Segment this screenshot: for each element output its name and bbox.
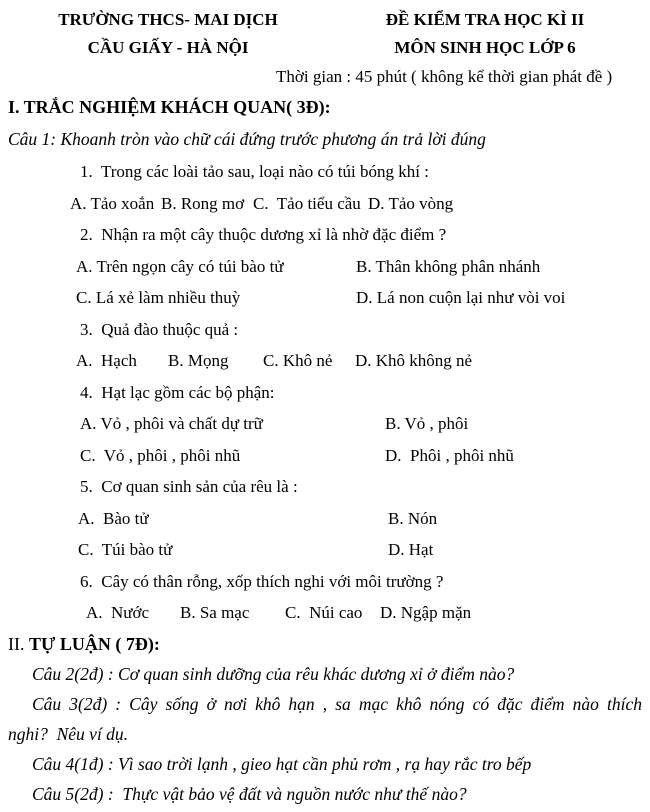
option-b: B. Mọng bbox=[168, 351, 229, 370]
option-b: B. Vỏ , phôi bbox=[385, 414, 469, 433]
option-c: C. Tảo tiểu cầu bbox=[253, 193, 361, 213]
option-a: A. Tảo xoắn bbox=[70, 193, 155, 213]
essay-question-5: Câu 5(2đ) : Thực vật bảo vệ đất và nguồn nước như thế nào? bbox=[32, 783, 467, 804]
question-4-options-row2 bbox=[8, 440, 642, 472]
essay-question-3-line1: Câu 3(2đ) : Cây sống ở nơi khô hạn , sa mạc khô nóng có đặc điểm nào thích bbox=[32, 693, 642, 714]
question-3-options bbox=[8, 345, 642, 377]
option-d: D. Tảo vòng bbox=[368, 193, 454, 213]
question-2-text: 2. Nhận ra một cây thuộc dương xỉ là nhờ đặc điểm ? bbox=[80, 225, 447, 244]
option-a: A. Hạch bbox=[76, 351, 137, 370]
option-a: A. Trên ngọn cây có túi bào tử bbox=[76, 256, 284, 276]
question-1-options bbox=[8, 188, 642, 220]
option-d: D. Ngập mặn bbox=[380, 603, 472, 622]
question-2-options-row1 bbox=[8, 251, 642, 283]
section2-title bbox=[8, 629, 642, 659]
section2-title-text: TỰ LUẬN ( 7Đ): bbox=[29, 633, 160, 654]
question-1-text: 1. Trong các loài tảo sau, loại nào có túi bóng khí : bbox=[80, 162, 429, 181]
essay-question-3-line2: nghi? Nêu ví dụ. bbox=[8, 723, 129, 744]
essay-question-4: Câu 4(1đ) : Vì sao trời lạnh , gieo hạt cần phủ rơm , rạ hay rắc tro bếp bbox=[32, 753, 532, 774]
exam-title-line1: ĐỀ KIỂM TRA HỌC KÌ II bbox=[385, 10, 585, 29]
question-4-text: 4. Hạt lạc gồm các bộ phận: bbox=[80, 382, 275, 402]
question-5-options-row2 bbox=[8, 534, 642, 566]
option-d: D. Lá non cuộn lại như vòi voi bbox=[356, 288, 566, 307]
question-5-options-row1 bbox=[8, 503, 642, 535]
exam-title-line2: MÔN SINH HỌC LỚP 6 bbox=[394, 38, 576, 57]
school-name-line2: CẦU GIẤY - HÀ NỘI bbox=[87, 38, 249, 57]
option-a: A. Vỏ , phôi và chất dự trữ bbox=[80, 414, 263, 433]
time-limit: Thời gian : 45 phút ( không kể thời gian phát đề ) bbox=[276, 67, 613, 86]
document-header bbox=[8, 6, 642, 34]
section2-numeral: II. bbox=[8, 633, 29, 654]
document-header-row2 bbox=[8, 34, 642, 62]
section1-title: I. TRẮC NGHIỆM KHÁCH QUAN( 3Đ): bbox=[8, 97, 331, 117]
question-2-options-row2 bbox=[8, 282, 642, 314]
option-b: B. Rong mơ bbox=[161, 193, 245, 213]
option-d: D. Hạt bbox=[388, 540, 434, 559]
school-name-line1: TRƯỜNG THCS- MAI DỊCH bbox=[58, 10, 278, 29]
option-c: C. Túi bào tử bbox=[78, 540, 173, 559]
question-3-text: 3. Quả đào thuộc quả : bbox=[80, 319, 239, 339]
option-c: C. Vỏ , phôi , phôi nhũ bbox=[80, 445, 241, 465]
option-b: B. Sa mạc bbox=[180, 603, 250, 622]
section1-instruction: Câu 1: Khoanh tròn vào chữ cái đứng trước phương án trả lời đúng bbox=[8, 129, 486, 149]
essay-question-2: Câu 2(2đ) : Cơ quan sinh dưỡng của rêu khác dương xỉ ở điểm nào? bbox=[32, 663, 515, 684]
option-d: D. Phôi , phôi nhũ bbox=[385, 445, 514, 465]
question-6-options bbox=[8, 597, 642, 629]
question-5-text: 5. Cơ quan sinh sản của rêu là : bbox=[80, 477, 298, 496]
option-b: B. Thân không phân nhánh bbox=[356, 256, 541, 276]
option-c: C. Lá xẻ làm nhiều thuỳ bbox=[76, 288, 241, 307]
option-d: D. Khô không nẻ bbox=[355, 351, 473, 370]
option-b: B. Nón bbox=[388, 508, 438, 528]
question-4-options-row1 bbox=[8, 408, 642, 440]
option-c: C. Khô nẻ bbox=[263, 351, 333, 370]
option-a: A. Nước bbox=[86, 603, 150, 622]
option-c: C. Núi cao bbox=[285, 603, 363, 622]
question-6-text: 6. Cây có thân rỗng, xốp thích nghi với môi trường ? bbox=[80, 571, 444, 591]
option-a: A. Bào tử bbox=[78, 508, 149, 528]
